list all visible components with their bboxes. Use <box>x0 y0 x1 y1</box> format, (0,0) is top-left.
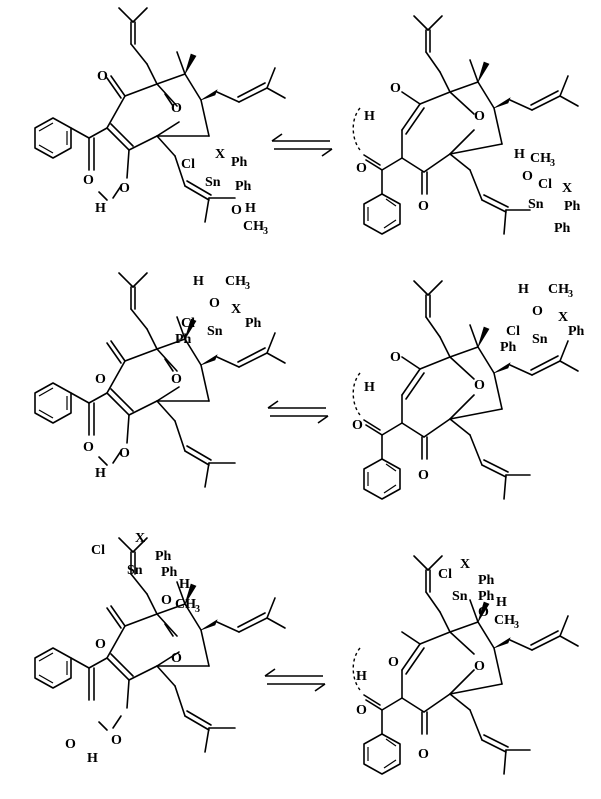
methanol-h: H <box>245 201 256 216</box>
bridge-o: O <box>171 101 182 116</box>
tin-atom: Sn <box>452 589 468 604</box>
tin-ph-2: Ph <box>478 589 495 604</box>
methyl-sub: 3 <box>568 289 573 300</box>
enol-h: H <box>364 109 375 124</box>
tin-ph-2: Ph <box>175 332 192 347</box>
tin-x: X <box>215 147 226 162</box>
tautomer-3b <box>353 556 578 774</box>
h-bond-h: H <box>95 201 106 216</box>
methanol-h: H <box>193 274 204 289</box>
methyl-sub: 3 <box>550 158 555 169</box>
bridge-o: O <box>474 659 485 674</box>
h-bond-h: H <box>95 466 106 481</box>
tautomer-1a <box>35 8 285 237</box>
methanol-h: H <box>514 147 525 162</box>
tin-x: X <box>562 181 573 196</box>
tin-cl: Cl <box>438 567 452 582</box>
methyl-ch: CH <box>494 613 515 628</box>
enol-h: H <box>356 669 367 684</box>
tautomer-1b <box>353 16 580 236</box>
enol-o: O <box>119 446 130 461</box>
tin-ph-1: Ph <box>478 573 495 588</box>
methanol-o: O <box>478 605 489 620</box>
tin-ph-1: Ph <box>231 155 248 170</box>
tin-x: X <box>558 310 569 325</box>
bridge-o: O <box>474 109 485 124</box>
tin-cl: Cl <box>538 177 552 192</box>
methyl-sub: 3 <box>245 281 250 292</box>
enol-o: O <box>390 350 401 365</box>
benzoyl-o: O <box>356 161 367 176</box>
enol-o: O <box>119 181 130 196</box>
methyl-sub: 3 <box>514 620 519 631</box>
benzoyl-o: O <box>65 737 76 752</box>
methanol-o: O <box>161 593 172 608</box>
methanol-o: O <box>522 169 533 184</box>
tin-atom: Sn <box>127 563 143 578</box>
methyl-sub: 3 <box>263 226 268 237</box>
tin-ph-2: Ph <box>161 565 178 580</box>
tin-atom: Sn <box>528 197 544 212</box>
enol-o: O <box>111 733 122 748</box>
h-bond-h: H <box>87 751 98 766</box>
tin-cl: Cl <box>506 324 520 339</box>
tautomer-2a <box>35 273 285 487</box>
tin-ph-2: Ph <box>554 221 571 236</box>
tautomer-2b <box>352 281 585 499</box>
tin-ph-1: Ph <box>564 199 581 214</box>
bridge-o: O <box>171 372 182 387</box>
tin-ph-2: Ph <box>235 179 252 194</box>
tautomer-3a <box>35 531 285 766</box>
methyl-sub: 3 <box>195 604 200 615</box>
methyl-ch: CH <box>243 219 264 234</box>
methyl-ch: CH <box>175 597 196 612</box>
equilibrium-arrow-3 <box>265 669 325 691</box>
tin-x: X <box>135 531 146 546</box>
ketone-o: O <box>418 199 429 214</box>
tin-cl: Cl <box>91 543 105 558</box>
methyl-ch: CH <box>225 274 246 289</box>
methyl-ch: CH <box>548 282 569 297</box>
ketone-o: O <box>95 372 106 387</box>
tin-cl: Cl <box>181 157 195 172</box>
tin-ph-1: Ph <box>155 549 172 564</box>
methyl-ch: CH <box>530 151 551 166</box>
bridge-o: O <box>171 651 182 666</box>
equilibrium-arrow-2 <box>268 401 328 423</box>
benzoyl-o: O <box>352 418 363 433</box>
tin-atom: Sn <box>532 332 548 347</box>
ketone-o: O <box>418 468 429 483</box>
methanol-h: H <box>179 577 190 592</box>
methanol-o: O <box>231 203 242 218</box>
tin-ph-2: Ph <box>500 340 517 355</box>
enol-o: O <box>388 655 399 670</box>
ketone-o: O <box>418 747 429 762</box>
methanol-o: O <box>532 304 543 319</box>
tin-ph-1: Ph <box>568 324 585 339</box>
tin-x: X <box>460 557 471 572</box>
ketone-o: O <box>97 69 108 84</box>
equilibrium-arrow-1 <box>272 134 332 156</box>
benzoyl-o: O <box>356 703 367 718</box>
benzoyl-o: O <box>83 440 94 455</box>
tin-atom: Sn <box>207 324 223 339</box>
tin-cl: Cl <box>181 316 195 331</box>
tin-ph-1: Ph <box>245 316 262 331</box>
benzoyl-o: O <box>83 173 94 188</box>
ketone-o: O <box>95 637 106 652</box>
methanol-o: O <box>209 296 220 311</box>
tin-x: X <box>231 302 242 317</box>
tin-atom: Sn <box>205 175 221 190</box>
methanol-h: H <box>518 282 529 297</box>
methanol-h: H <box>496 595 507 610</box>
enol-o: O <box>390 81 401 96</box>
enol-h: H <box>364 380 375 395</box>
bridge-o: O <box>474 378 485 393</box>
